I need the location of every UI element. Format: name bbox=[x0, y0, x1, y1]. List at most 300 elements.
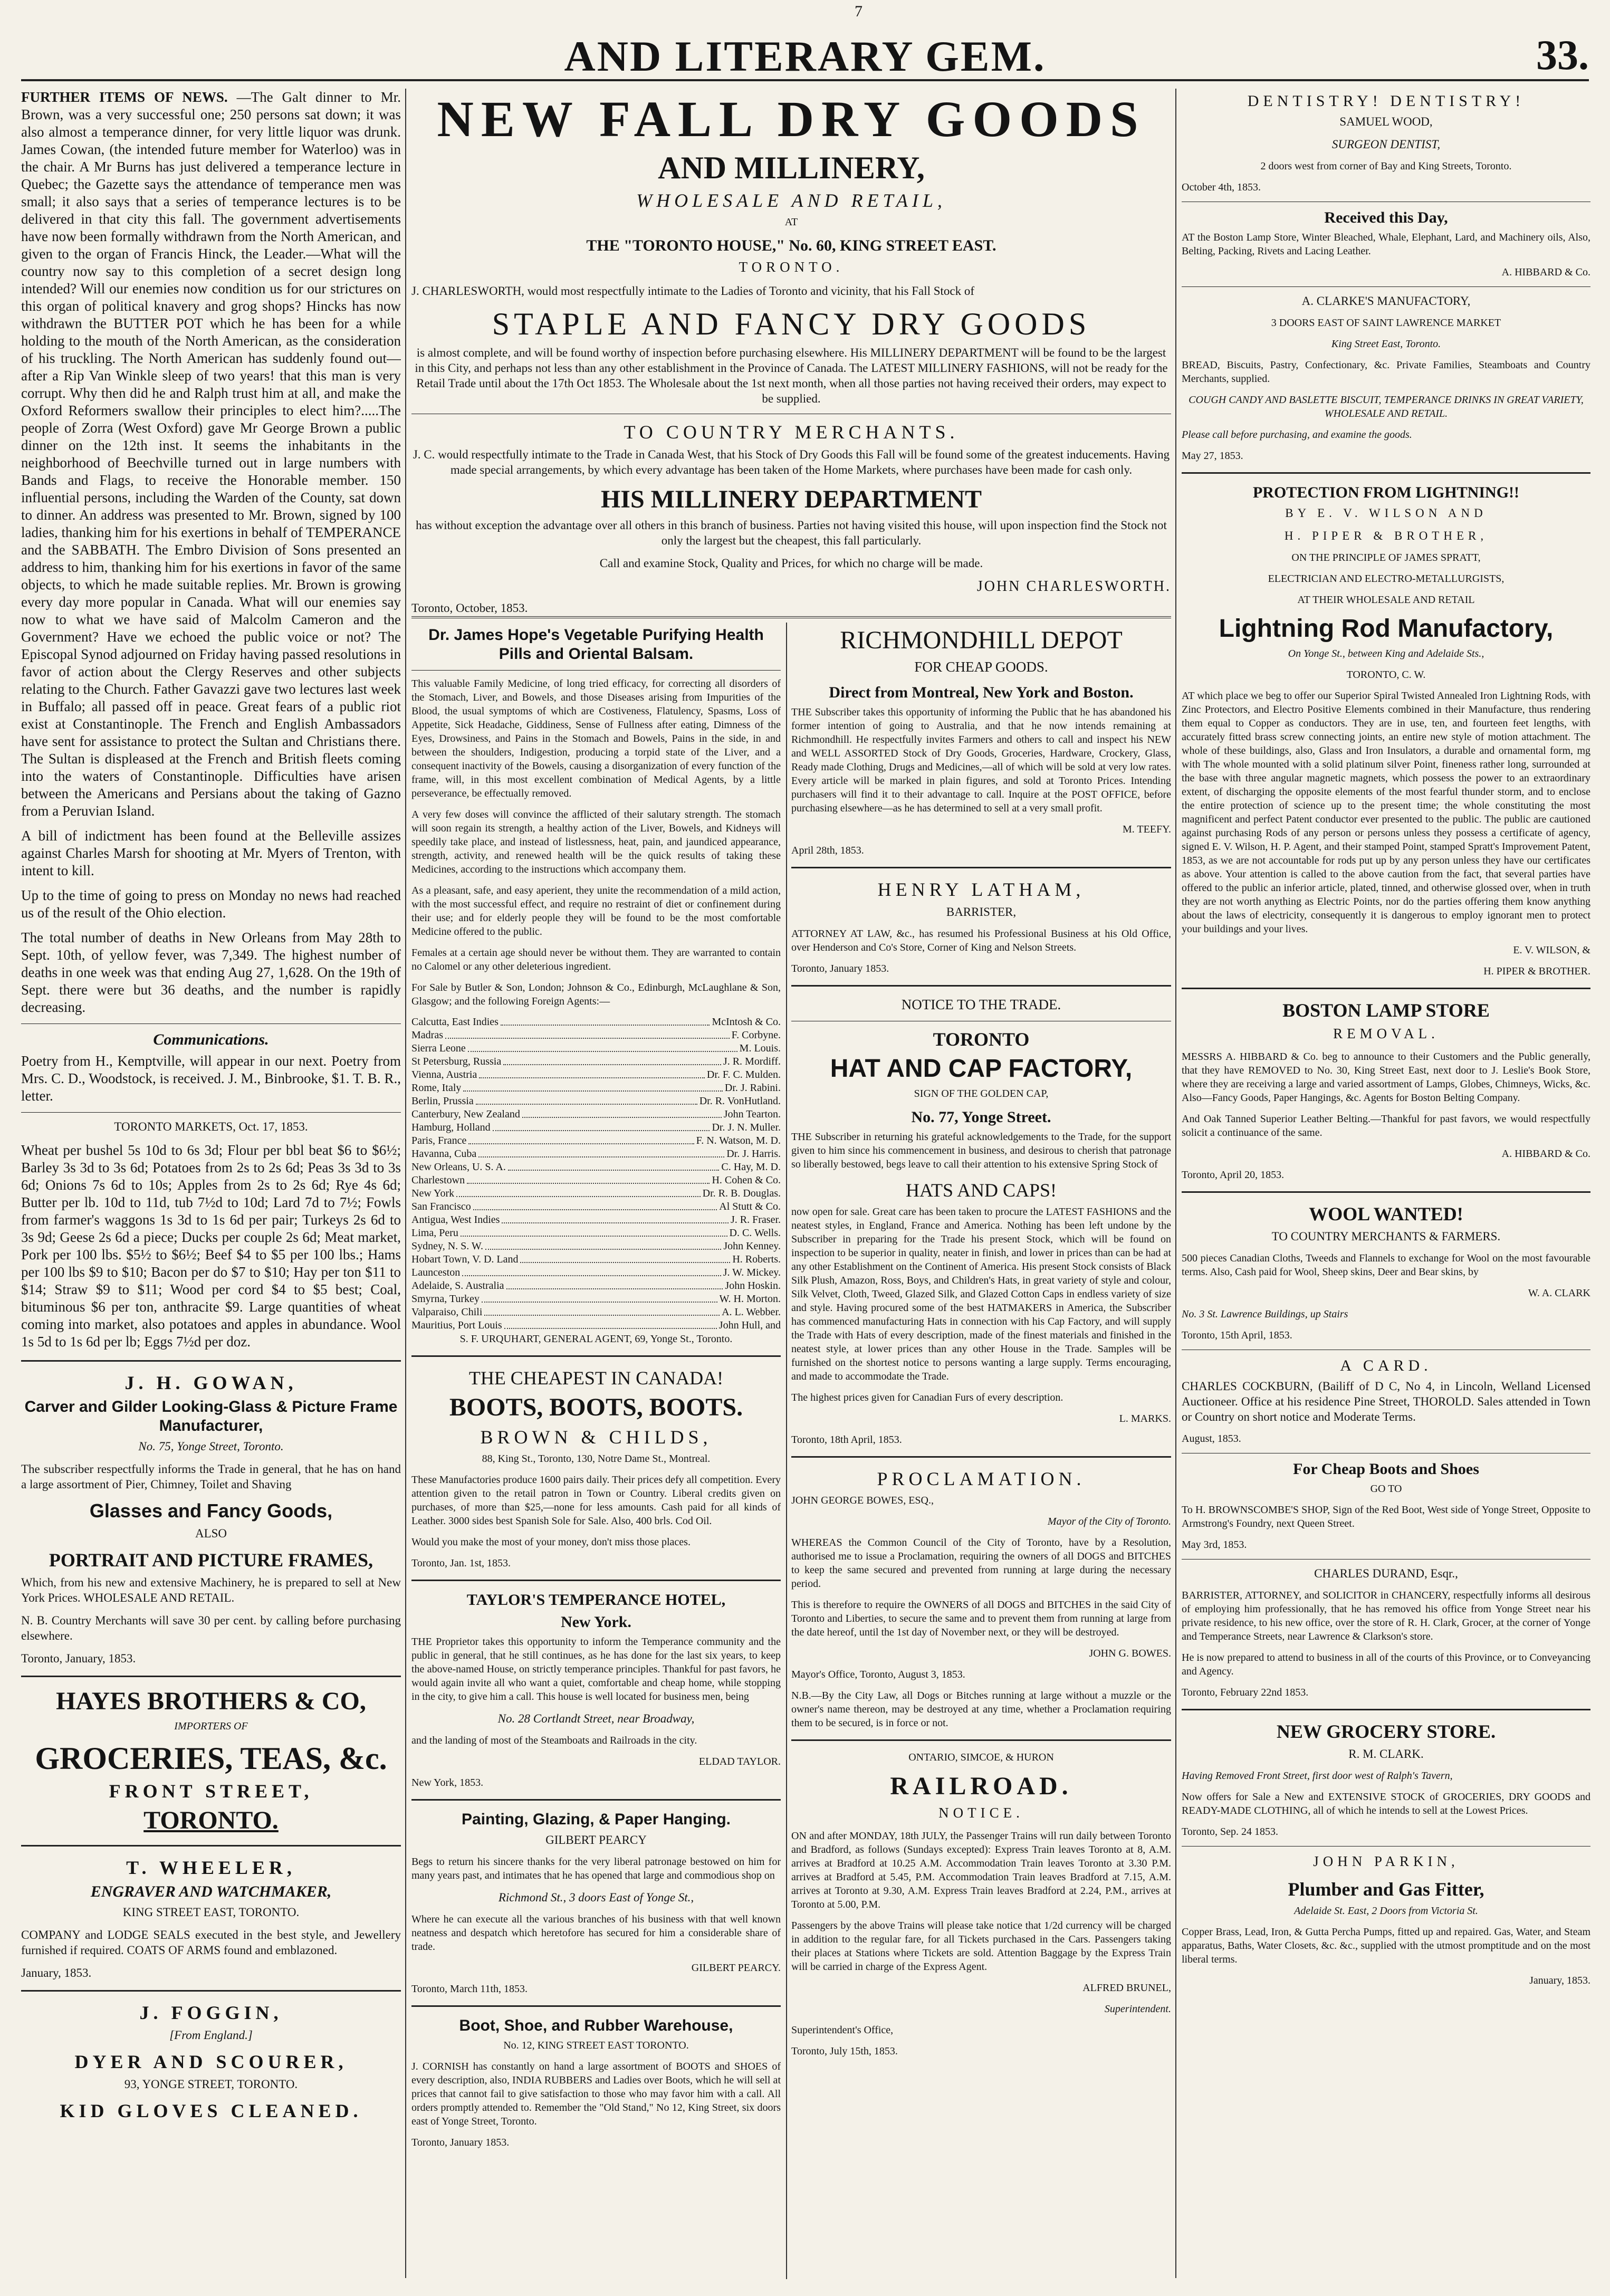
hope-text: A very few doses will convince the afflicted of their salutary strength. The stomach will soon regain its strength, a healthy action of the Liver, Bowels, and Kidneys will speedily take place, and instead of listlessness, heat, pain, and jaundiced appearance, strength, activity, and renewed health will be the quick results of taking these Medicines, according to the instructions which accompany them. bbox=[411, 809, 781, 875]
agent-leader bbox=[456, 1187, 701, 1197]
divider bbox=[21, 1112, 401, 1113]
foggin-address: 93, YONGE STREET, TORONTO. bbox=[124, 2078, 298, 2091]
news-paragraph: A bill of indictment has been found at the Belleville assizes against Charles Marsh for shooting at Mr. Myers of Trenton, with intent to kill. bbox=[21, 828, 401, 878]
agent-place: Charlestown bbox=[411, 1174, 465, 1186]
wheeler-trade: ENGRAVER AND WATCHMAKER, bbox=[90, 1883, 332, 1900]
communications-heading: Communications. bbox=[153, 1031, 269, 1048]
hope-title: Dr. James Hope's Vegetable Purifying Health Pills and Oriental Balsam. bbox=[428, 626, 764, 663]
parkin-date: January, 1853. bbox=[1529, 1975, 1590, 1986]
gowan-title: Carver and Gilder Looking-Glass & Picture Frame Manufacturer, bbox=[24, 1398, 398, 1434]
wood-title: SURGEON DENTIST, bbox=[1331, 138, 1441, 151]
agent-leader bbox=[508, 1161, 720, 1171]
divider bbox=[411, 1355, 781, 1357]
agent-place: Hobart Town, V. D. Land bbox=[411, 1254, 519, 1265]
agent-name: McIntosh & Co. bbox=[712, 1016, 781, 1028]
agent-row bbox=[411, 1319, 781, 1332]
painting-street: Richmond St., 3 doors East of Yonge St., bbox=[498, 1891, 694, 1904]
clarke-text3: Please call before purchasing, and examine the goods. bbox=[1182, 429, 1412, 441]
divider bbox=[411, 1799, 781, 1801]
agent-name: Dr. J. Rabini. bbox=[724, 1082, 781, 1094]
column-center-right bbox=[791, 623, 1171, 2279]
news-paragraph: The total number of deaths in New Orleans from May 28th to Sept. 10th, of yellow fever, was 7,349. The highest number of deaths in one week was that ending Aug 27, 1,628. On the 19th of Sept. there were but 36 deaths, and the number is rapidly decreasing. bbox=[21, 930, 401, 1015]
divider bbox=[21, 1360, 401, 1362]
boston-text: MESSRS A. HIBBARD & Co. beg to announce to their Customers and the Public generally, that they have REMOVED to No. 30, King Street East, next door to J. Leslie's Book Store, where they are receiving a large and varied assortment of Lamps, Globes, Chimneys, Wicks, &c. Also—Fancy Goods, Paper Hangings, &c. Agents for Boston Belting Company. bbox=[1182, 1051, 1590, 1104]
agent-place: Sierra Leone bbox=[411, 1042, 466, 1054]
agent-leader bbox=[463, 1082, 722, 1092]
grocery-name: R. M. CLARK. bbox=[1348, 1747, 1424, 1761]
agent-place: Launceston bbox=[411, 1267, 461, 1278]
rail-text2: Passengers by the above Trains will please take notice that 1/2d currency will be charged in addition to the regular fare, for all Tickets purchased in the Cars. Passengers taking their places at Stations where Tickets are sold. Attention Baggage by the Express Train will be carried in charge of the Express Agent. bbox=[791, 1920, 1171, 1973]
agent-row bbox=[411, 1253, 781, 1266]
notice-trade: NOTICE TO THE TRADE. bbox=[901, 997, 1061, 1012]
foggin-from: [From England.] bbox=[169, 2029, 253, 2042]
wheeler-address: KING STREET EAST, TORONTO. bbox=[122, 1906, 300, 1919]
procl-title: PROCLAMATION. bbox=[877, 1468, 1086, 1489]
gowan-name: J. H. GOWAN, bbox=[124, 1372, 298, 1393]
hope-text: This valuable Family Medicine, of long tried efficacy, for correcting all disorders of the Stomach, Liver, and Bowels, and those Diseases arising from Impurities of the Blood, the usual symptoms of which are Costiveness, Flatulency, Spasms, Loss of Appetite, Sick Headache, Giddiness, Sense of Fullness after eating, Dimness of the Eyes, Drowsiness, and Pains in the Stomach and Bowels, Pains in the side, in and between the shoulders, Indigestion, producing a torpid state of the Liver, and a consequent inactivity of the Bowels, causing a disorganization of every function of the frame, will, in this most excellent combination of Medical Agents, by a little perseverance, be effectually removed. bbox=[411, 678, 781, 799]
rail-sig: ALFRED BRUNEL, bbox=[1082, 1982, 1171, 1994]
column-rule bbox=[405, 89, 406, 2278]
divider bbox=[411, 1580, 781, 1581]
hat-address: No. 77, Yonge Street. bbox=[911, 1108, 1051, 1126]
painting-text2: Where he can execute all the various branches of his business with that well known neatness and despatch which heretofore has secured for him a considerable share of trade. bbox=[411, 1914, 781, 1953]
hayes-name: HAYES BROTHERS & CO, bbox=[56, 1687, 366, 1715]
agent-name: John Kenney. bbox=[723, 1240, 781, 1252]
lightning-by: BY E. V. WILSON AND bbox=[1285, 506, 1487, 520]
agent-leader bbox=[522, 1108, 722, 1118]
boston-text2: And Oak Tanned Superior Leather Belting.—Thankful for past favors, we would respectfully solicit a continuance of the same. bbox=[1182, 1113, 1590, 1139]
hat-caps: HATS AND CAPS! bbox=[905, 1180, 1057, 1201]
received-sig: A. HIBBARD & Co. bbox=[1501, 266, 1590, 278]
agent-row bbox=[411, 1200, 781, 1213]
lightning-sig2: H. PIPER & BROTHER. bbox=[1483, 965, 1590, 977]
ad-intro: J. CHARLESWORTH, would most respectfully intimate to the Ladies of Toronto and vicinity, that his Fall Stock of bbox=[411, 284, 975, 298]
divider bbox=[21, 1990, 401, 1992]
painting-date: Toronto, March 11th, 1853. bbox=[411, 1983, 528, 1995]
gowan-date: Toronto, January, 1853. bbox=[21, 1652, 136, 1665]
divider bbox=[1182, 988, 1590, 989]
agent-row bbox=[411, 1227, 781, 1240]
foggin-trade: DYER AND SCOURER, bbox=[74, 2051, 348, 2072]
news-text: —The Galt dinner to Mr. Brown, was a very successful one; 250 persons sat down; it was also almost a temperance dinner, for very little liquor was drunk. James Cowan, (the intended future member for Waterloo) was in the chair. A Mr Burns has just delivered a temperance lecture in Quebec; the Gazette says the attendance of temperance men was small; it also says that a series of temperance lectures is to be delivered in that city this fall. The government advertisements have now been formally withdrawn from the North American, and given to the organ of Francis Hinck, the Leader.—What will the country now say to this completion of a secret design long intended? Will our enemies now condition us for our strictures on this organ of political knavery and grog shops? Hincks has now withdrawn the BUTTER POT which he has been for a while holding to the mouth of the North American, as the consideration of his truckling. The North American has suddenly found out—after a Rip Van Winkle sleep of two years! that this man is very corrupt. Why then did he and Ralph trust him at all, and make the Oxford Reformers swallow their principles to elect him?.....The people of Zorra (West Oxford) gave Mr George Brown a public dinner on the 12th inst. It seems the inhabitants in the neighborhood of Beechville turned out in large numbers with Bands and Flags, to receive the Honorable member. 150 influential persons, including the Warden of the County, sat down to dinner. An address was presented to Mr. Brown, signed by 100 ladies, thanking him for his exertions in behalf of TEMPERANCE and the SABBATH. The Embro Division of Sons presented an address to him, thanking him for his exertions in favor of the same objects, to which he made suitable replies. Mr. Brown is growing every day more popular in Canada. What will our enemies say now to what we have said of Malcolm Cameron and the Government? Have we echoed the public voice or not? The Episcopal Synod adjourned on Friday having passed resolutions in favor of action about the Clergy Reserves and other subjects relating to the Church. Father Gavazzi gave two lectures last week in Buffalo; all passed off in peace. Great fears of a public riot exist at Constantinople. The French and English Ambassadors have sent for assistance to protect the Sultan and Christians there. The Sultan is displeased at the French and British fleets coming into the waters of Constantinople. Difficulties have arisen between the Americans and Persians about the taking of Gazno from a Peruvian Island. bbox=[21, 89, 401, 819]
agent-leader bbox=[468, 1042, 737, 1052]
agent-name: Dr. J. N. Muller. bbox=[712, 1122, 781, 1133]
dentistry-title: DENTISTRY! DENTISTRY! bbox=[1247, 92, 1525, 110]
agent-row bbox=[411, 1147, 781, 1161]
taylor-text2: and the landing of most of the Steamboats and Railroads in the city. bbox=[411, 1735, 697, 1746]
taylor-title: TAYLOR'S TEMPERANCE HOTEL, bbox=[466, 1591, 726, 1609]
wool-text: 500 pieces Canadian Cloths, Tweeds and Flannels to exchange for Wool on the most favourable terms. Also, Cash paid for Wool, Sheep skins, Deer and Bear skins, by bbox=[1182, 1252, 1590, 1278]
parkin-addr: Adelaide St. East, 2 Doors from Victoria St. bbox=[1294, 1905, 1478, 1917]
latham-text: ATTORNEY AT LAW, &c., has resumed his Professional Business at his Old Office, over Henderson and Co's Store, Corner of King and Nelson Streets. bbox=[791, 928, 1171, 953]
wood-name: SAMUEL WOOD, bbox=[1339, 115, 1433, 128]
agent-name: D. C. Wells. bbox=[729, 1227, 781, 1239]
clarke-addr: 3 DOORS EAST OF SAINT LAWRENCE MARKET bbox=[1271, 317, 1501, 329]
agent-place: Vienna, Austria bbox=[411, 1069, 477, 1080]
ad-house: THE "TORONTO HOUSE," No. 60, KING STREET EAST. bbox=[586, 237, 996, 254]
taylor-city: New York. bbox=[561, 1613, 631, 1631]
agent-name: F. Corbyne. bbox=[731, 1029, 781, 1041]
grocery-title: NEW GROCERY STORE. bbox=[1276, 1721, 1496, 1742]
rail-line: ONTARIO, SIMCOE, & HURON bbox=[908, 1752, 1054, 1763]
agent-row bbox=[411, 1121, 781, 1134]
agent-leader bbox=[502, 1213, 729, 1223]
agent-row bbox=[411, 1161, 781, 1174]
wool-addr: No. 3 St. Lawrence Buildings, up Stairs bbox=[1182, 1308, 1348, 1320]
agent-row bbox=[411, 1055, 781, 1068]
boston-date: Toronto, April 20, 1853. bbox=[1182, 1169, 1285, 1181]
ad-at: AT bbox=[784, 216, 798, 228]
rail-text: ON and after MONDAY, 18th JULY, the Passenger Trains will run daily between Toronto and Bradford, as follows (Sundays excepted): Express Train leaves Toronto at 8, A.M. arrives at Bradford at 10.25 A.M. Accommodation Train leaves Toronto at 3.30 P.M. arrives at Bradford at 5.45, P.M. Accommodation Train leaves Bradford at 7.15, A.M. arrives at Toronto at 9.30, A.M. Express Train leaves Bradford at 2.24, P.M., arrives at Toronto at 5.00, P.M. bbox=[791, 1830, 1171, 1910]
agent-place: Mauritius, Port Louis bbox=[411, 1319, 502, 1331]
agent-name: J. W. Mickey. bbox=[723, 1267, 781, 1278]
agent-place: Berlin, Prussia bbox=[411, 1095, 474, 1107]
lightning-elec: ELECTRICIAN AND ELECTRO-METALLURGISTS, bbox=[1268, 573, 1504, 585]
boston-sig: A. HIBBARD & Co. bbox=[1501, 1148, 1590, 1160]
clarke-text: BREAD, Biscuits, Pastry, Confectionary, &c. Private Families, Steamboats and Country Merchants, supplied. bbox=[1182, 359, 1590, 385]
agent-place: Havanna, Cuba bbox=[411, 1148, 477, 1160]
ad-headline: NEW FALL DRY GOODS bbox=[437, 91, 1146, 147]
clarke-date: May 27, 1853. bbox=[1182, 450, 1243, 462]
lightning-city: TORONTO, C. W. bbox=[1346, 669, 1426, 681]
agent-leader bbox=[461, 1227, 727, 1237]
cheap-goto: GO TO bbox=[1370, 1483, 1402, 1495]
agent-leader bbox=[504, 1319, 717, 1329]
hat-text3: The highest prices given for Canadian Furs of every description. bbox=[791, 1392, 1063, 1403]
agent-leader bbox=[476, 1095, 697, 1105]
cheap-date: May 3rd, 1853. bbox=[1182, 1539, 1247, 1551]
clarke-title: A. CLARKE'S MANUFACTORY, bbox=[1301, 294, 1471, 308]
agent-leader bbox=[501, 1016, 710, 1026]
column-right bbox=[1182, 89, 1590, 2278]
parkin-text: Copper Brass, Lead, Iron, & Gutta Percha Pumps, fitted up and repaired. Gas, Water, and Steam apparatus, Baths, Water Closets, &c. &c., supplied with the utmost promptitude and on the most liberal terms. bbox=[1182, 1926, 1590, 1965]
agent-place: Adelaide, S. Australia bbox=[411, 1280, 504, 1292]
card-title: A CARD. bbox=[1340, 1357, 1432, 1374]
taylor-sig: ELDAD TAYLOR. bbox=[698, 1756, 781, 1767]
clarke-text2: COUGH CANDY AND BASLETTE BISCUIT, TEMPERANCE DRINKS IN GREAT VARIETY, WHOLESALE AND RETAIL. bbox=[1189, 394, 1584, 419]
rail-sig-title: Superintendent. bbox=[1104, 2003, 1171, 2015]
divider bbox=[411, 2005, 781, 2007]
divider bbox=[1182, 1191, 1590, 1193]
lightning-sig: E. V. WILSON, & bbox=[1513, 944, 1590, 956]
news-paragraph: Up to the time of going to press on Monday no news had reached us of the result of the Ohio election. bbox=[21, 887, 401, 921]
brown-text2: Would you make the most of your money, don't miss those places. bbox=[411, 1536, 691, 1548]
agent-leader bbox=[473, 1200, 717, 1210]
brown-date: Toronto, Jan. 1st, 1853. bbox=[411, 1557, 511, 1569]
lightning-mfg: Lightning Rod Manufactory, bbox=[1219, 615, 1554, 643]
durand-name: CHARLES DURAND, Esqr., bbox=[1314, 1567, 1458, 1580]
boot-address: No. 12, KING STREET EAST TORONTO. bbox=[503, 2040, 689, 2051]
brown-address: 88, King St., Toronto, 130, Notre Dame St., Montreal. bbox=[482, 1453, 711, 1465]
ad-signature: JOHN CHARLESWORTH. bbox=[976, 578, 1171, 595]
agent-row bbox=[411, 1095, 781, 1108]
rail-office: Superintendent's Office, bbox=[791, 2024, 894, 2036]
masthead-title: AND LITERARY GEM. bbox=[564, 32, 1046, 80]
gowan-text3: N. B. Country Merchants will save 30 per cent. by calling before purchasing elsewhere. bbox=[21, 1614, 401, 1642]
hat-text: THE Subscriber in returning his grateful acknowledgements to the Trade, for the support given to him since his commencement in business, and desirous to cherish that patronage so liberally bestowed, begs leave to call their attention to his extensive Spring Stock of bbox=[791, 1131, 1171, 1170]
agent-name: F. N. Watson, M. D. bbox=[696, 1135, 781, 1146]
divider bbox=[411, 670, 781, 671]
latham-date: Toronto, January 1853. bbox=[791, 963, 889, 974]
wood-text: 2 doors west from corner of Bay and King Streets, Toronto. bbox=[1260, 160, 1512, 172]
agent-leader bbox=[479, 1068, 705, 1078]
agent-name: Al Stutt & Co. bbox=[719, 1201, 781, 1212]
column-rule bbox=[1175, 89, 1176, 2278]
agent-row bbox=[411, 1068, 781, 1082]
agent-row bbox=[411, 1016, 781, 1029]
agent-leader bbox=[467, 1174, 710, 1184]
latham-title: BARRISTER, bbox=[946, 905, 1017, 919]
durand-text: BARRISTER, ATTORNEY, and SOLICITOR in CHANCERY, respectfully informs all desirous of employing him professionally, that he has removed his office from Yonge Street near his private residence, to his new office, over the store of R. H. Clark, Grocer, at the corner of Yonge and Temperance Streets, near Lawrence & Clarkson's store. bbox=[1182, 1590, 1590, 1642]
hope-text: As a pleasant, safe, and easy aperient, they unite the recommendation of a mild action, with the most successful effect, and require no restraint of diet or confinement during their use; and for elderly people they will be found to be the most comfortable Medicine offered to the public. bbox=[411, 885, 781, 937]
agent-leader bbox=[484, 1306, 720, 1316]
agents-list bbox=[411, 1016, 781, 1332]
agent-place: Paris, France bbox=[411, 1135, 467, 1146]
ad-sub2: WHOLESALE AND RETAIL, bbox=[636, 190, 946, 211]
hope-agent: S. F. URQUHART, GENERAL AGENT, 69, Yonge St., Toronto. bbox=[459, 1333, 733, 1345]
charlesworth-ad bbox=[411, 89, 1171, 616]
agent-leader bbox=[482, 1293, 717, 1303]
procl-sig: JOHN G. BOWES. bbox=[1089, 1648, 1171, 1659]
agent-row bbox=[411, 1266, 781, 1279]
hat-title: HAT AND CAP FACTORY, bbox=[830, 1055, 1133, 1083]
agent-place: Calcutta, East Indies bbox=[411, 1016, 499, 1028]
painting-title: Painting, Glazing, & Paper Hanging. bbox=[461, 1811, 731, 1828]
agent-row bbox=[411, 1174, 781, 1187]
richmond-text: THE Subscriber takes this opportunity of informing the Public that he has abandoned his former intention of going to Australia, and that he now intends remaining at Richmondhill. He respectfully invites Farmers and others to call and inspect his NEW and WELL ASSORTED Stock of Dry Goods, Groceries, Hardware, Crockery, Glass, Ready made Clothing, Drugs and Medicines,—all of which will be sold at very low rates. Every article will be marked in plain figures, and sold at Toronto Prices. Intending purchasers will find it to their advantage to call. Inquire at the POST OFFICE, before purchasing elsewhere—as he has determined to sell at a very small profit. bbox=[791, 706, 1171, 814]
hat-sig: L. MARKS. bbox=[1119, 1413, 1171, 1424]
agent-place: Lima, Peru bbox=[411, 1227, 458, 1239]
procl-name: JOHN GEORGE BOWES, ESQ., bbox=[791, 1495, 934, 1506]
gowan-address: No. 75, Yonge Street, Toronto. bbox=[138, 1440, 284, 1453]
agent-place: San Francisco bbox=[411, 1201, 471, 1212]
divider bbox=[1182, 1709, 1590, 1710]
taylor-date: New York, 1853. bbox=[411, 1777, 484, 1788]
wheeler-text: COMPANY and LODGE SEALS executed in the best style, and Jewellery furnished if required. COATS OF ARMS found and emblazoned. bbox=[21, 1928, 401, 1957]
agent-row bbox=[411, 1213, 781, 1227]
procl-text: WHEREAS the Common Council of the City of Toronto, have by a Resolution, authorised me to issue a Proclamation, requiring the owners of all DOGS and BITCHES to keep the same secured and prevented from running at large during the necessary period. bbox=[791, 1537, 1171, 1590]
agent-place: Smyrna, Turkey bbox=[411, 1293, 480, 1305]
lightning-text: AT which place we beg to offer our Superior Spiral Twisted Annealed Iron Lightning Rods, with Zinc Protectors, and Electro Positive Elements combined in their Manufacture, thus rendering them equal to Copper as conductors. They are in use, ten, and fourteen feet lengths, with accurately fitted brass screw connecting joints, an entire new style of motion attachment. The whole of these buildings, also, Glass and Iron Insulators, a durable and ornamental form, mg with The whole mounted with a solid platinum silver Point, fineness rather long, surrounded at the base with three angular magnetic magnets, which possess the power to an extraordinary extent, of discharging the opposite elements of the most fearful thunder storm, and to enclose the entire protection of science up to the present time; the whole constituting the most magnificent and perfect Patent conductor ever presented to the public. The public are cautioned against purchasing Rods of any person or persons unless they possess a certificate of agency, signed E. V. Wilson, H. P. Agent, and their stamped Point, stamped Spratt's Improvement Patent, 1853, as we are not accountable for rods put up by any person unless they have our certificates as above. Your attention is called to the above caution from the fact, that several parties have offered to the public an inferior article, plated, tinned, and otherwise glossed over, when in truth they are not worth anything as Electric Points, nor do the parties offering them know anything about the laws of electricity, consequently it is dangerous to employ ignorant men to protect your buildings and your lives. bbox=[1182, 690, 1590, 935]
received-text: AT the Boston Lamp Store, Winter Bleached, Whale, Elephant, Lard, and Machinery oils, Also, Belting, Packing, Rivets and Lacing Leather. bbox=[1182, 232, 1590, 257]
latham-name: HENRY LATHAM, bbox=[877, 879, 1085, 900]
divider bbox=[791, 867, 1171, 868]
agent-place: New Orleans, U. S. A. bbox=[411, 1161, 506, 1173]
ad-sub1: AND MILLINERY, bbox=[658, 150, 925, 185]
column-news bbox=[21, 89, 401, 2278]
hat-text2: now open for sale. Great care has been taken to procure the LATEST FASHIONS and the neatest styles, in England, France and America. Nothing has been left undone by the Subscriber in preparing for the Trade his present Stock, which will be found on inspection to be superior in quality, neater in finish, and lower in prices than can be had at any other Establishment on the Continent of America. His present Stock consists of Black Silk Plush, Amazon, Ross, Boys, and Children's Hats, in great variety of style and colour, Silk Velvet, Cloth, Tweed, Glazed Silk, and Glazed Cotton Caps in endless variety of size and style. Having procured some of the best HATMAKERS in America, the Subscriber has commenced manufacturing Hats in connection with his Cap Factory, and will supply the Trade with Hats of every description, made of the finest materials and finished in the neatest style, at lower prices than any other House in the Trade. Samples will be furnished on the shortest notice to persons wanting a large supply. Terms encouraging, and made to accommodate the Trade. bbox=[791, 1206, 1171, 1382]
masthead bbox=[21, 3, 1589, 81]
procl-text2: This is therefore to require the OWNERS of all DOGS and BITCHES in the said City of Toronto and Liberties, to secure the same and to prevent them from running at large from the date hereof, until the 1st day of November next, or they will be destroyed. bbox=[791, 1599, 1171, 1638]
wheeler-date: January, 1853. bbox=[21, 1966, 92, 1979]
agent-row bbox=[411, 1042, 781, 1055]
brown-name: BROWN & CHILDS, bbox=[480, 1427, 712, 1448]
agent-leader bbox=[503, 1055, 721, 1065]
agent-row bbox=[411, 1029, 781, 1042]
divider bbox=[21, 1676, 401, 1677]
agent-name: C. Hay, M. D. bbox=[721, 1161, 781, 1173]
agent-name: A. L. Webber. bbox=[722, 1306, 781, 1318]
agent-name: John Tearton. bbox=[723, 1108, 781, 1120]
agent-place: Valparaiso, Chili bbox=[411, 1306, 483, 1318]
ad-millinery: HIS MILLINERY DEPARTMENT bbox=[600, 485, 982, 513]
wool-sig: W. A. CLARK bbox=[1528, 1287, 1590, 1299]
parkin-title: Plumber and Gas Fitter, bbox=[1288, 1879, 1484, 1900]
agent-place: Rome, Italy bbox=[411, 1082, 462, 1094]
markets-heading: TORONTO MARKETS, Oct. 17, 1853. bbox=[114, 1120, 308, 1133]
ad-date: Toronto, October, 1853. bbox=[411, 601, 528, 615]
gowan-glasses: Glasses and Fancy Goods, bbox=[89, 1500, 333, 1522]
agent-name: Dr. F. C. Mulden. bbox=[706, 1069, 781, 1080]
agent-row bbox=[411, 1082, 781, 1095]
divider bbox=[1182, 472, 1590, 474]
cheap-text: To H. BROWNSCOMBE'S SHOP, Sign of the Red Boot, West side of Yonge Street, Opposite to Armstrong's Foundry, next Queen Street. bbox=[1182, 1504, 1590, 1529]
divider bbox=[1182, 1846, 1590, 1847]
agent-row bbox=[411, 1279, 781, 1293]
agent-leader bbox=[468, 1134, 694, 1144]
agent-place: Madras bbox=[411, 1029, 443, 1041]
wool-date: Toronto, 15th April, 1853. bbox=[1182, 1329, 1292, 1341]
divider bbox=[791, 1456, 1171, 1458]
communications-text: Poetry from H., Kemptville, will appear in our next. Poetry from Mrs. C. D., Woodstock, is received. J. M., Binbrooke, $1. T. B. R., letter. bbox=[21, 1053, 401, 1104]
richmond-title: RICHMONDHILL DEPOT bbox=[840, 626, 1123, 654]
lightning-prin: ON THE PRINCIPLE OF JAMES SPRATT, bbox=[1291, 552, 1481, 563]
boots-title: BOOTS, BOOTS, BOOTS. bbox=[449, 1393, 743, 1421]
grocery-date: Toronto, Sep. 24 1853. bbox=[1182, 1826, 1279, 1838]
agent-row bbox=[411, 1187, 781, 1200]
rail-notice: NOTICE. bbox=[938, 1805, 1024, 1821]
lightning-whole: AT THEIR WHOLESALE AND RETAIL bbox=[1297, 594, 1475, 606]
taylor-street: No. 28 Cortlandt Street, near Broadway, bbox=[497, 1712, 695, 1725]
agent-place: Canterbury, New Zealand bbox=[411, 1108, 520, 1120]
agent-leader bbox=[506, 1279, 723, 1289]
divider bbox=[791, 1739, 1171, 1741]
divider bbox=[411, 616, 1171, 618]
agent-row bbox=[411, 1134, 781, 1147]
cheapest-title: THE CHEAPEST IN CANADA! bbox=[468, 1367, 724, 1389]
painting-name: GILBERT PEARCY bbox=[545, 1833, 647, 1847]
hat-city: TORONTO bbox=[933, 1029, 1030, 1050]
procl-nb: N.B.—By the City Law, all Dogs or Bitches running at large without a muzzle or the owner's name thereon, may be destroyed at any time, whether a Proclamation requiring them to be secured, is in force or not. bbox=[791, 1690, 1171, 1729]
taylor-text: THE Proprietor takes this opportunity to inform the Temperance community and the public in general, that he still continues, as he has done for the last six years, to keep the above-named House, on strictly temperance principles. Thankful for past favors, he would again invite all who want a quiet, comfortable and cheap home, while stopping in the city, to give him a call. This house is well located for business men, being bbox=[411, 1636, 781, 1702]
ad-staple-text: is almost complete, and will be found worthy of inspection before purchasing elsewhere. His MILLINERY DEPARTMENT will be found to be the largest in this City, and perhaps not less than any other establishment in the Province of Canada. The LATEST MILLINERY FASHIONS, will not be ready for the Retail Trade until about the 17th Oct 1853. The Wholesale about the 1st next month, when all those parties not having received their orders, may expect to be supplied. bbox=[415, 346, 1168, 405]
divider bbox=[1182, 1559, 1590, 1560]
procl-mayor: Mayor of the City of Toronto. bbox=[1047, 1516, 1171, 1527]
agent-name: Dr. J. Harris. bbox=[726, 1148, 781, 1160]
news-heading: FURTHER ITEMS OF NEWS. bbox=[21, 89, 228, 105]
clarke-addr2: King Street East, Toronto. bbox=[1331, 338, 1441, 350]
richmond-sub: FOR CHEAP GOODS. bbox=[914, 659, 1048, 675]
ad-millinery-text: has without exception the advantage over all others in this branch of business. Parties not having visited this house, will upon inspection find the Stock not only the largest but the cheapest, this fall particularly. bbox=[416, 519, 1167, 547]
boot-date: Toronto, January 1853. bbox=[411, 2137, 510, 2148]
agent-leader bbox=[493, 1121, 710, 1131]
agent-name: W. H. Morton. bbox=[719, 1293, 781, 1305]
brown-text: These Manufactories produce 1600 pairs daily. Their prices defy all competition. Every attention given to the retail patron in Town or Country. Liberal credits given on purchases, of more than $25,—none for less amounts. Cash paid for all kinds of Leather. 3000 sides best Spanish Sole for Sale. Also, 400 brls. Cod Oil. bbox=[411, 1474, 781, 1527]
grocery-text2: Now offers for Sale a New and EXTENSIVE STOCK of GROCERIES, DRY GOODS and READY-MADE CLOTHING, all of which he intends to sell at the Lowest Prices. bbox=[1182, 1791, 1590, 1816]
agent-leader bbox=[485, 1240, 721, 1250]
hat-date: Toronto, 18th April, 1853. bbox=[791, 1434, 902, 1446]
richmond-direct: Direct from Montreal, New York and Boston. bbox=[829, 684, 1134, 701]
richmond-date: April 28th, 1853. bbox=[791, 845, 864, 856]
agent-leader bbox=[462, 1266, 721, 1276]
agent-name: H. Cohen & Co. bbox=[712, 1174, 781, 1186]
hayes-sub: IMPORTERS OF bbox=[174, 1720, 248, 1732]
cheap-boots-title: For Cheap Boots and Shoes bbox=[1293, 1460, 1479, 1478]
gowan-portrait: PORTRAIT AND PICTURE FRAMES, bbox=[49, 1549, 373, 1571]
agent-name: M. Louis. bbox=[739, 1042, 781, 1054]
gowan-also: ALSO bbox=[195, 1527, 227, 1540]
markets-text: Wheat per bushel 5s 10d to 6s 3d; Flour per bbl beat $6 to $6½; Barley 3s 3d to 3s 6d; Potatoes from 2s to 2s 6d; Peas 3s 3d to 3s 6d; Onions 7s 6d to 10s; Apples from 2s to 2s 6d; Rye 4s 6d; Butter per lb. 10d to 11d, tub 7½d to 10d; Lard 7d to 7½; Fowls from farmer's waggons 1s 3d to 1s 6d per pair; Turkeys 2s 6d to 3s 9d; Geese 2s 6d a piece; Ducks per couple 2s 6d; Meat market, Pork per 100 lbs. $5½ to $6½; Beef $4 to $5 per 100 lbs.; Hams per 100 lbs $9 to $10; Bacon per do $7 to $10; Hay per ton $11 to $14; Straw $9 to $11; Wood per cord $4 to $5 best; Coal, bituminous $6 per ton, anthracite $9. Large quantities of wheat coming into market, also potatoes and apples in abundance. Wool 1s 5d to 1s 6d per lb; Eggs 7½d per doz. bbox=[21, 1142, 401, 1350]
procl-office: Mayor's Office, Toronto, August 3, 1853. bbox=[791, 1669, 965, 1680]
agent-row bbox=[411, 1293, 781, 1306]
news-paragraph bbox=[21, 89, 401, 820]
column-center-left bbox=[411, 623, 781, 2279]
agent-name: J. R. Mordiff. bbox=[723, 1056, 781, 1067]
foggin-name: J. FOGGIN, bbox=[139, 2002, 283, 2023]
hayes-city: TORONTO. bbox=[143, 1806, 279, 1834]
removal-title: REMOVAL. bbox=[1333, 1026, 1439, 1041]
received-title: Received this Day, bbox=[1324, 209, 1448, 226]
column-rule bbox=[786, 623, 787, 2279]
ad-country-text: J. C. would respectfully intimate to the Trade in Canada West, that his Stock of Dry Goods this Fall will be found some of the greatest inducements. Having made special arrangements, by which every advantage has been taken of the Home Markets, where purchases have been made for cash only. bbox=[413, 448, 1170, 476]
agent-place: New York bbox=[411, 1188, 455, 1199]
boston-title: BOSTON LAMP STORE bbox=[1282, 1000, 1490, 1021]
agent-leader bbox=[445, 1029, 730, 1039]
divider bbox=[21, 1845, 401, 1847]
hayes-street: FRONT STREET, bbox=[109, 1781, 313, 1802]
foggin-kid: KID GLOVES CLEANED. bbox=[60, 2100, 362, 2121]
agent-leader bbox=[478, 1147, 724, 1157]
agent-name: Dr. R. B. Douglas. bbox=[702, 1188, 781, 1199]
boot-title: Boot, Shoe, and Rubber Warehouse, bbox=[459, 2017, 733, 2034]
rail-date: Toronto, July 15th, 1853. bbox=[791, 2045, 898, 2057]
agent-place: Antigua, West Indies bbox=[411, 1214, 500, 1226]
agent-row bbox=[411, 1306, 781, 1319]
grocery-text: Having Removed Front Street, first door west of Ralph's Tavern, bbox=[1182, 1770, 1453, 1782]
painting-text: Begs to return his sincere thanks for the very liberal patronage bestowed on him for many years past, and intimates that he has opened that large and commodious shop on bbox=[411, 1856, 781, 1881]
boot-text: J. CORNISH has constantly on hand a large assortment of BOOTS and SHOES of every description, also, INDIA RUBBERS and Ladies over Boots, which he will sell at prices that cannot fail to give satisfaction to those who may favor him with a call. All orders promptly attended to. Remember the "Old Stand," No 12, King Street, six doors east of Yonge Street, Toronto. bbox=[411, 2061, 781, 2127]
agent-name: H. Roberts. bbox=[732, 1254, 781, 1265]
lightning-title: PROTECTION FROM LIGHTNING!! bbox=[1252, 484, 1520, 501]
wood-date: October 4th, 1853. bbox=[1182, 181, 1261, 193]
parkin-name: JOHN PARKIN, bbox=[1313, 1853, 1459, 1869]
wheeler-name: T. WHEELER, bbox=[126, 1857, 296, 1878]
divider bbox=[791, 985, 1171, 987]
richmond-sig: M. TEEFY. bbox=[1122, 824, 1171, 835]
rail-title: RAILROAD. bbox=[890, 1772, 1072, 1800]
page-number: 33. bbox=[1536, 32, 1589, 79]
card-date: August, 1853. bbox=[1182, 1433, 1241, 1444]
hope-text: Females at a certain age should never be without them. They are warranted to contain no Calomel or any other deleterious ingredient. bbox=[411, 947, 781, 972]
agent-name: John Hoskin. bbox=[725, 1280, 781, 1292]
page-mark: 7 bbox=[855, 3, 862, 20]
agent-name: John Hull, and bbox=[718, 1319, 781, 1331]
painting-sig: GILBERT PEARCY. bbox=[691, 1962, 781, 1974]
agent-place: St Petersburg, Russia bbox=[411, 1056, 502, 1067]
agent-name: J. R. Fraser. bbox=[731, 1214, 781, 1226]
ad-call: Call and examine Stock, Quality and Prices, for which no charge will be made. bbox=[599, 557, 983, 570]
durand-date: Toronto, February 22nd 1853. bbox=[1182, 1687, 1309, 1698]
ad-city: TORONTO. bbox=[739, 259, 844, 275]
ad-staple: STAPLE AND FANCY DRY GOODS bbox=[492, 307, 1091, 341]
agent-place: Sydney, N. S. W. bbox=[411, 1240, 483, 1252]
gowan-text: The subscriber respectfully informs the Trade in general, that he has on hand a large assortment of Pier, Chimney, Toilet and Shaving bbox=[21, 1462, 401, 1491]
lightning-piper: H. PIPER & BROTHER, bbox=[1284, 529, 1488, 542]
wool-title: WOOL WANTED! bbox=[1309, 1203, 1463, 1224]
agent-leader bbox=[520, 1253, 730, 1263]
agent-name: Dr. R. VonHutland. bbox=[699, 1095, 781, 1107]
hat-sign: SIGN OF THE GOLDEN CAP, bbox=[914, 1088, 1049, 1099]
